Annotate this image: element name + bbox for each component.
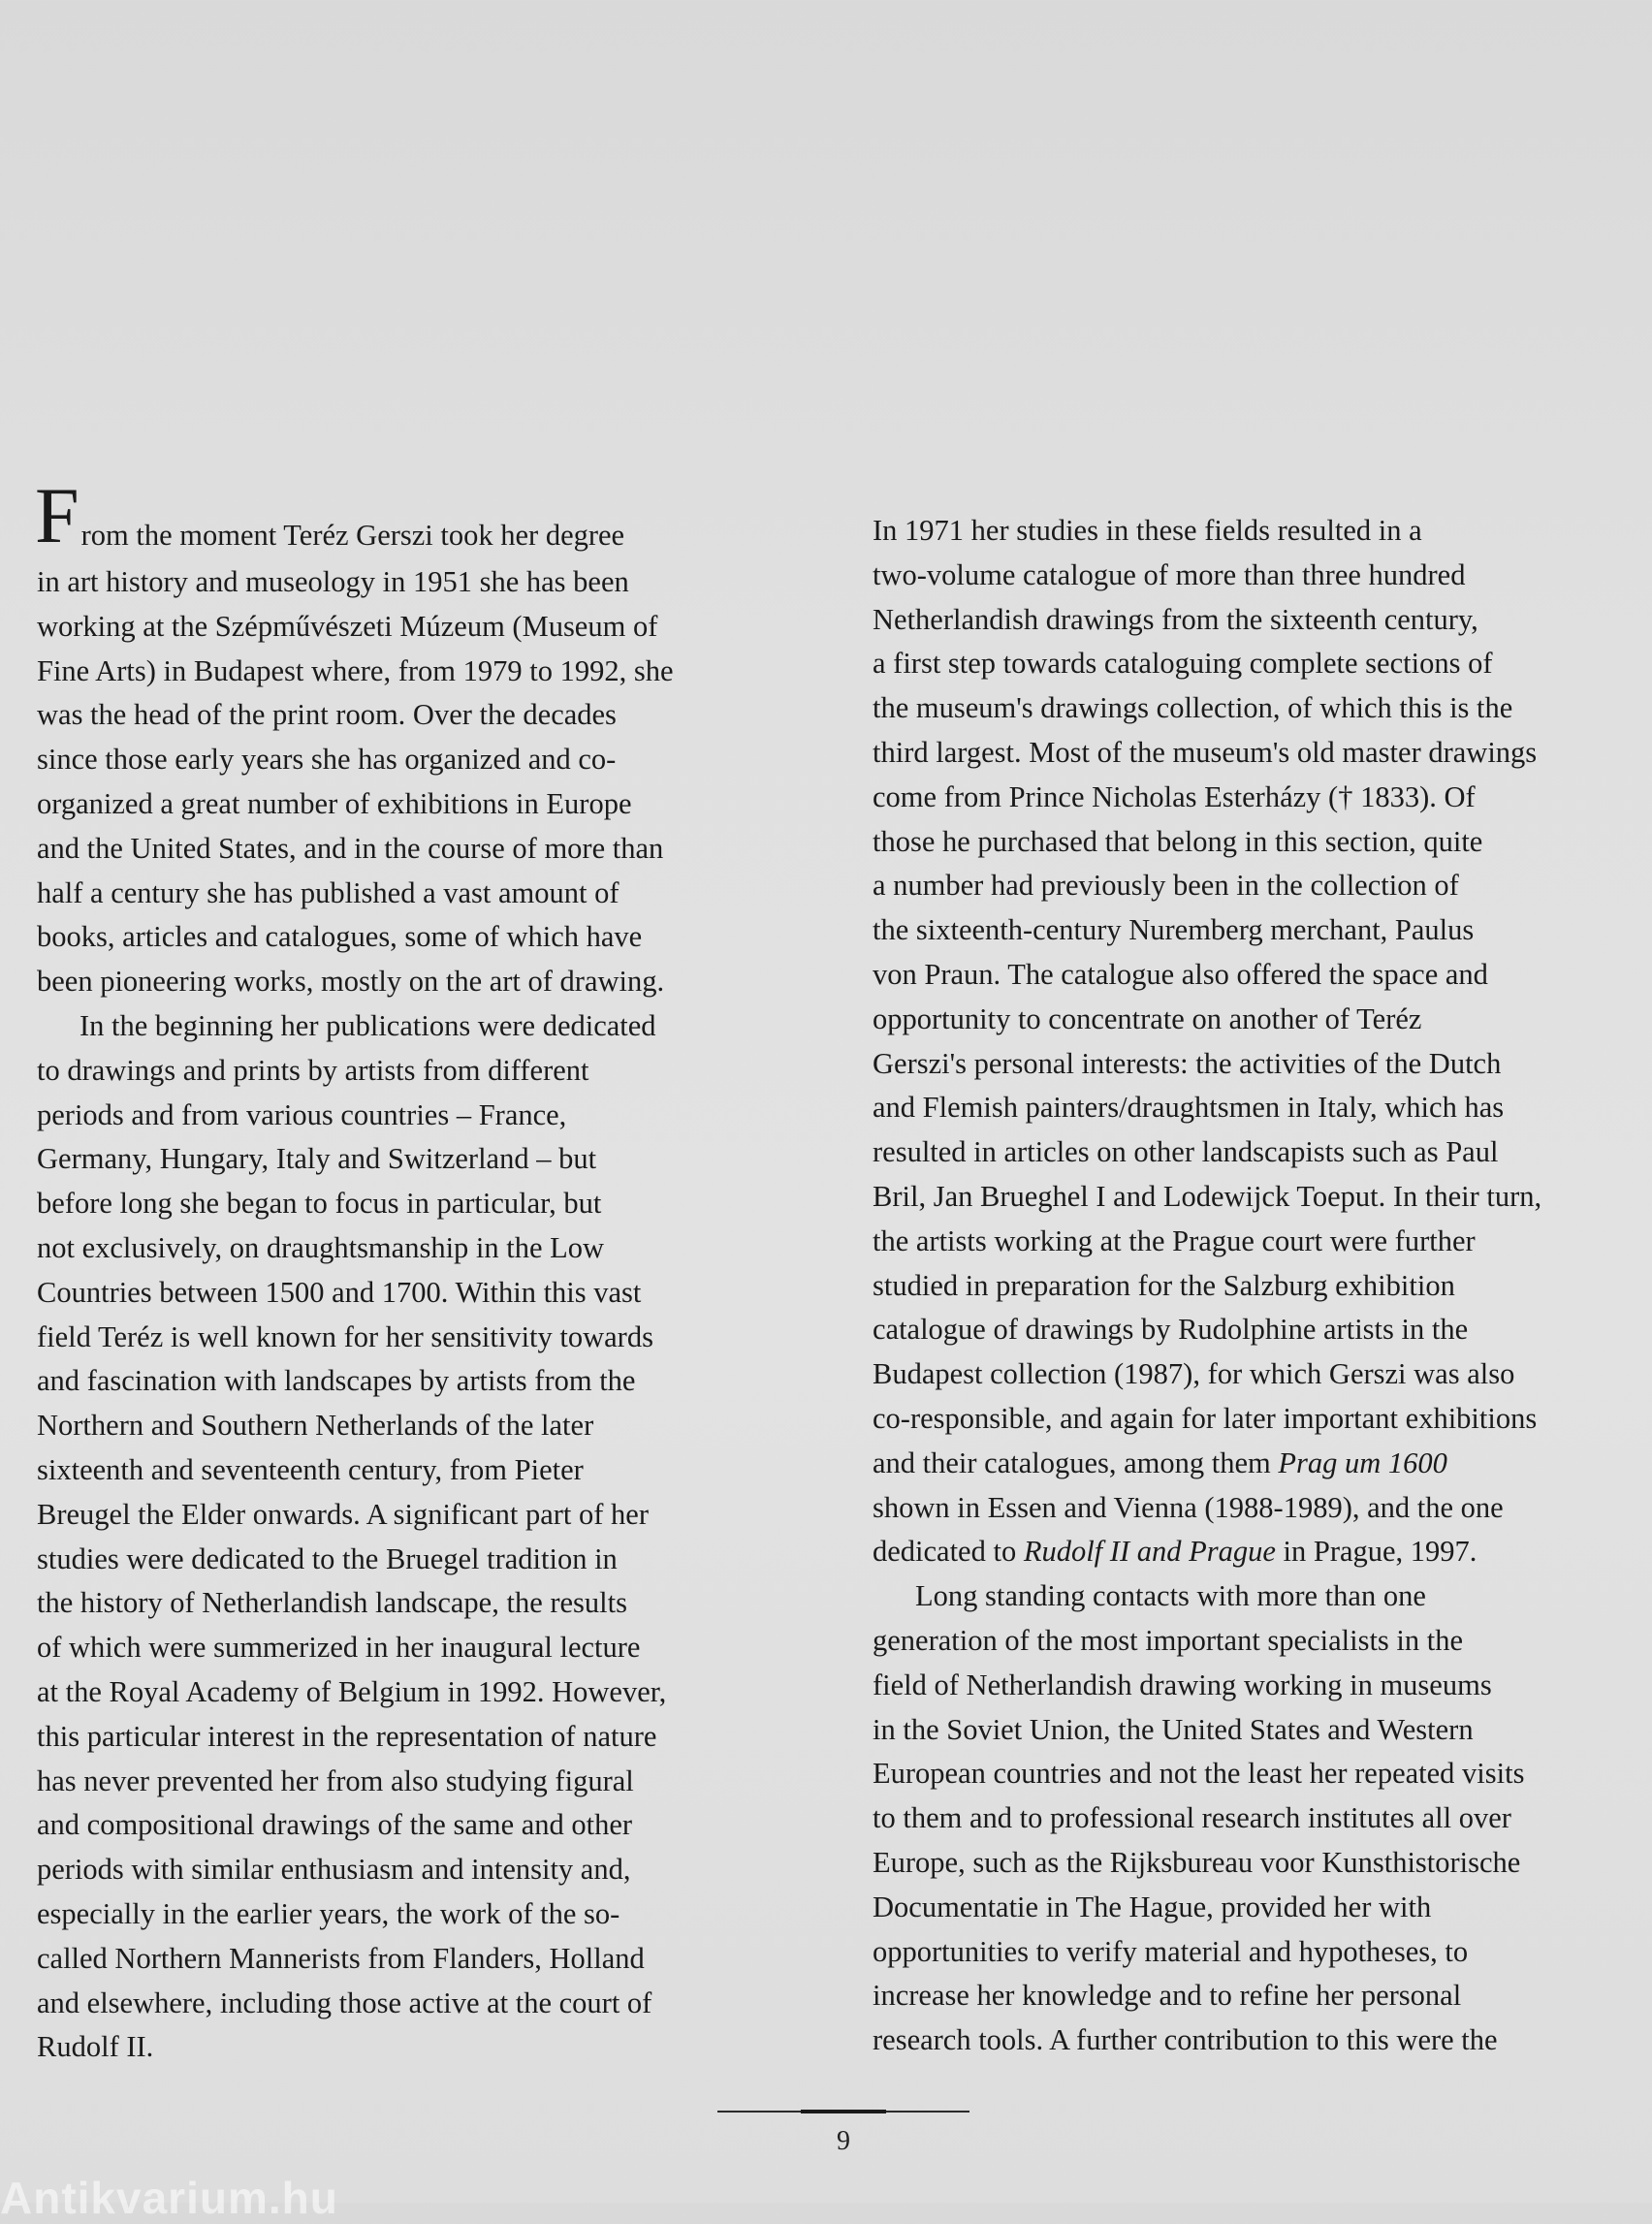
text-line: research tools. A further contribution to this were the: [873, 2023, 1498, 2057]
text-line: has never prevented her from also studying figural: [37, 1763, 634, 1797]
text-line: half a century she has published a vast amount of: [37, 875, 620, 909]
text-line: European countries and not the least her repeated visits: [873, 1757, 1525, 1791]
text-fragment: in Prague, 1997.: [1275, 1535, 1477, 1569]
paragraph-1: [37, 560, 774, 1004]
text-line: co-responsible, and again for later important exhibitions: [873, 1401, 1538, 1435]
text-line: not exclusively, on draughtsmanship in the Low: [37, 1230, 605, 1264]
text-line: the artists working at the Prague court were further: [873, 1223, 1476, 1257]
text-line: been pioneering works, mostly on the art of drawing.: [37, 965, 665, 999]
text-line: at the Royal Academy of Belgium in 1992. However,: [37, 1674, 667, 1708]
text-line: and compositional drawings of the same and other: [37, 1808, 633, 1842]
left-column: [35, 471, 774, 2070]
drop-cap: F: [35, 471, 79, 559]
text-line: books, articles and catalogues, some of which have: [37, 920, 643, 954]
text-line: [873, 1530, 1638, 1574]
text-line: the history of Netherlandish landscape, the results: [37, 1586, 627, 1620]
text-line: and elsewhere, including those active at the court of: [37, 1986, 652, 2019]
text-line: since those early years she has organized and co-: [37, 743, 617, 777]
text-line: opportunities to verify material and hypotheses, to: [873, 1934, 1469, 1968]
text-line: organized a great number of exhibitions in Europe: [37, 786, 632, 820]
text-line: Rudolf II.: [37, 2030, 154, 2064]
text-fragment: dedicated to: [873, 1535, 1024, 1569]
text-line: In 1971 her studies in these fields resulted in a: [873, 514, 1422, 547]
text-line: in art history and museology in 1951 she has been: [37, 565, 629, 598]
text-line: Fine Arts) in Budapest where, from 1979 to 1992, she: [37, 653, 674, 687]
text-line: third largest. Most of the museum's old master drawings: [873, 735, 1538, 769]
text-line: the museum's drawings collection, of which this is the: [873, 691, 1513, 725]
text-line: to drawings and prints by artists from different: [37, 1053, 589, 1087]
text-line: Budapest collection (1987), for which Gerszi was also: [873, 1357, 1515, 1391]
paragraph-3: [873, 509, 1638, 1574]
text-line: of which were summerized in her inaugural lecture: [37, 1631, 641, 1665]
text-line: rom the moment Teréz Gerszi took her degree: [80, 519, 625, 552]
text-line: in the Soviet Union, the United States and Western: [873, 1712, 1474, 1746]
text-line: was the head of the print room. Over the decades: [37, 698, 617, 732]
text-line: studied in preparation for the Salzburg exhibition: [873, 1268, 1455, 1302]
text-line: Long standing contacts with more than one: [915, 1579, 1426, 1613]
text-line: field Teréz is well known for her sensitivity towards: [37, 1319, 653, 1353]
text-line: Germany, Hungary, Italy and Switzerland – but: [37, 1142, 597, 1176]
text-line: Bril, Jan Brueghel I and Lodewijck Toeput. In their turn,: [873, 1179, 1542, 1213]
text-line: opportunity to concentrate on another of Teréz: [873, 1001, 1422, 1035]
text-fragment: and their catalogues, among them: [873, 1446, 1279, 1479]
text-line: a first step towards cataloguing complete sections of: [873, 647, 1493, 681]
text-line: to them and to professional research institutes all over: [873, 1801, 1511, 1835]
text-line: the sixteenth-century Nuremberg merchant, Paulus: [873, 913, 1475, 947]
paragraph-2: [37, 1004, 774, 2070]
page-number: 9: [837, 2126, 850, 2156]
watermark: Antikvarium.hu: [0, 2173, 338, 2223]
text-line: resulted in articles on other landscapists such as Paul: [873, 1135, 1499, 1169]
text-line: generation of the most important specialists in the: [873, 1623, 1464, 1657]
right-column: [873, 509, 1638, 2063]
text-line: working at the Szépművészeti Múzeum (Museum of: [37, 609, 658, 643]
text-line: come from Prince Nicholas Esterházy († 1833). Of: [873, 779, 1476, 813]
text-line: field of Netherlandish drawing working in museums: [873, 1668, 1492, 1701]
text-line: this particular interest in the representation of nature: [37, 1719, 657, 1753]
text-line: and fascination with landscapes by artists from the: [37, 1364, 636, 1398]
text-line: periods and from various countries – France,: [37, 1097, 567, 1131]
text-line: Countries between 1500 and 1700. Within this vast: [37, 1275, 642, 1309]
text-line: Northern and Southern Netherlands of the later: [37, 1409, 594, 1443]
text-line: sixteenth and seventeenth century, from Pieter: [37, 1452, 584, 1486]
text-line: and the United States, and in the course of more than: [37, 831, 664, 865]
footer-rule-accent: [801, 2110, 886, 2113]
text-line: those he purchased that belong in this section, quite: [873, 824, 1483, 858]
text-line: von Praun. The catalogue also offered the space and: [873, 957, 1488, 991]
text-line: before long she began to focus in particular, but: [37, 1187, 602, 1221]
text-line: increase her knowledge and to refine her personal: [873, 1979, 1462, 2013]
text-line: and Flemish painters/draughtsmen in Italy, which has: [873, 1091, 1505, 1125]
text-line: shown in Essen and Vienna (1988-1989), and the one: [873, 1490, 1504, 1524]
text-line: [873, 1442, 1638, 1486]
italic-title: Rudolf II and Prague: [1023, 1535, 1276, 1569]
text-line: catalogue of drawings by Rudolphine artists in the: [873, 1313, 1469, 1347]
text-line: In the beginning her publications were dedicated: [79, 1008, 656, 1042]
text-line: called Northern Mannerists from Flanders, Holland: [37, 1941, 645, 1975]
text-line: Gerszi's personal interests: the activities of the Dutch: [873, 1046, 1502, 1080]
text-line: a number had previously been in the collection of: [873, 869, 1459, 903]
text-line: Europe, such as the Rijksbureau voor Kunsthistorische: [873, 1845, 1521, 1879]
text-line: Netherlandish drawings from the sixteenth century,: [873, 602, 1478, 636]
text-line: periods with similar enthusiasm and intensity and,: [37, 1853, 631, 1887]
text-line: studies were dedicated to the Bruegel tradition in: [37, 1541, 618, 1575]
text-line: Breugel the Elder onwards. A significant part of her: [37, 1497, 649, 1531]
italic-title: Prag um 1600: [1278, 1446, 1447, 1479]
text-line: Documentatie in The Hague, provided her with: [873, 1890, 1432, 1923]
text-line: two-volume catalogue of more than three hundred: [873, 557, 1466, 591]
paragraph-4: [873, 1574, 1638, 2063]
text-line: especially in the earlier years, the work of the so-: [37, 1896, 620, 1930]
